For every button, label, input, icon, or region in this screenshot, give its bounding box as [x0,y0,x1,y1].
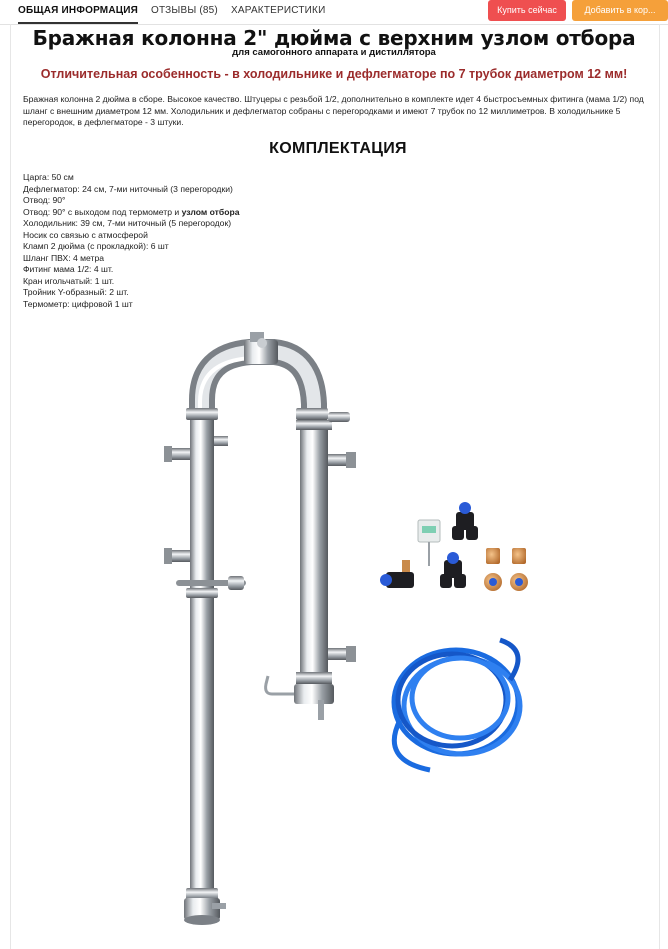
kit-heading: КОМПЛЕКТАЦИЯ [269,140,407,157]
kit-item [23,195,239,207]
column-tube [184,420,226,925]
tab-reviews[interactable]: ОТЗЫВЫ (85) [151,5,218,16]
pvc-hose-icon [394,640,520,770]
kit-item-text: Царга: 50 см [23,172,74,182]
top-bend [186,332,328,420]
y-tee-fitting-icon [440,552,466,588]
kit-item [23,276,239,288]
kit-item [23,230,239,242]
kit-item [23,241,239,253]
kit-item-text: Дефлегматор: 24 см, 7-ми ниточный (3 перегородки) [23,183,233,194]
kit-item [23,253,239,265]
tab-general-info[interactable]: ОБЩАЯ ИНФОРМАЦИЯ [18,0,138,24]
kit-item [23,218,239,230]
kit-item-text: Кламп 2 дюйма (с прокладкой): 6 шт [23,241,169,251]
kit-item-text: Кран игольчатый: 1 шт. [23,275,115,286]
tab-specifications[interactable]: ХАРАКТЕРИСТИКИ [231,5,326,16]
kit-item [23,264,239,276]
product-title: Бражная колонна 2" дюйма с верхним узлом отбора [32,26,636,50]
needle-valve-icon [380,560,414,588]
y-tee-fitting-icon [452,502,478,540]
kit-item-text: Тройник Y-образный: 2 шт. [23,287,129,297]
kit-item [23,287,239,299]
kit-item [23,299,239,311]
kit-item-text: Фитинг мама 1/2: 4 шт. [23,264,114,274]
kit-item-text: Отвод: 90° с выходом под термометр и [23,206,182,217]
copper-fittings-icon [484,548,528,591]
cooler-tube [266,412,356,720]
product-subtitle: для самогонного аппарата и дистиллятора [232,47,436,58]
kit-list [23,172,239,310]
feature-highlight: Отличительная особенность - в холодильнике и дефлегматоре по 7 трубок диаметром 12 мм! [40,67,628,81]
kit-item [23,184,239,196]
buy-now-button[interactable]: Купить сейчас [488,0,566,21]
add-to-cart-button[interactable]: Добавить в кор... [572,0,668,21]
kit-item [23,172,239,184]
kit-item-text: Термометр: цифровой 1 шт [23,298,133,309]
product-description: Бражная колонна 2 дюйма в сборе. Высокое качество. Штуцеры с резьбой 1/2, дополнительно в комплекте идет 4 быстросъемных фитинга (мама 1/2) под шланг с внешним диаметром 12 мм. Холодильник и дефлегматор собраны с перегородками и имеют 7 трубок по 12 миллиметров. В холодильнике 5 перегородок, в дефлегматоре - 3 штуки. [23,94,644,127]
kit-item-text: Носик со связью с атмосферой [23,229,148,240]
product-image [0,320,668,949]
kit-item-text: Шланг ПВХ: 4 метра [23,252,105,263]
kit-item-bold: узлом отбора [181,206,240,217]
kit-item-text: Холодильник: 39 см, 7-ми ниточный (5 перегородок) [23,218,232,228]
kit-item-text: Отвод: 90° [23,195,66,205]
kit-item [23,207,239,219]
thermometer-icon [418,520,440,566]
tab-bar [0,0,668,25]
